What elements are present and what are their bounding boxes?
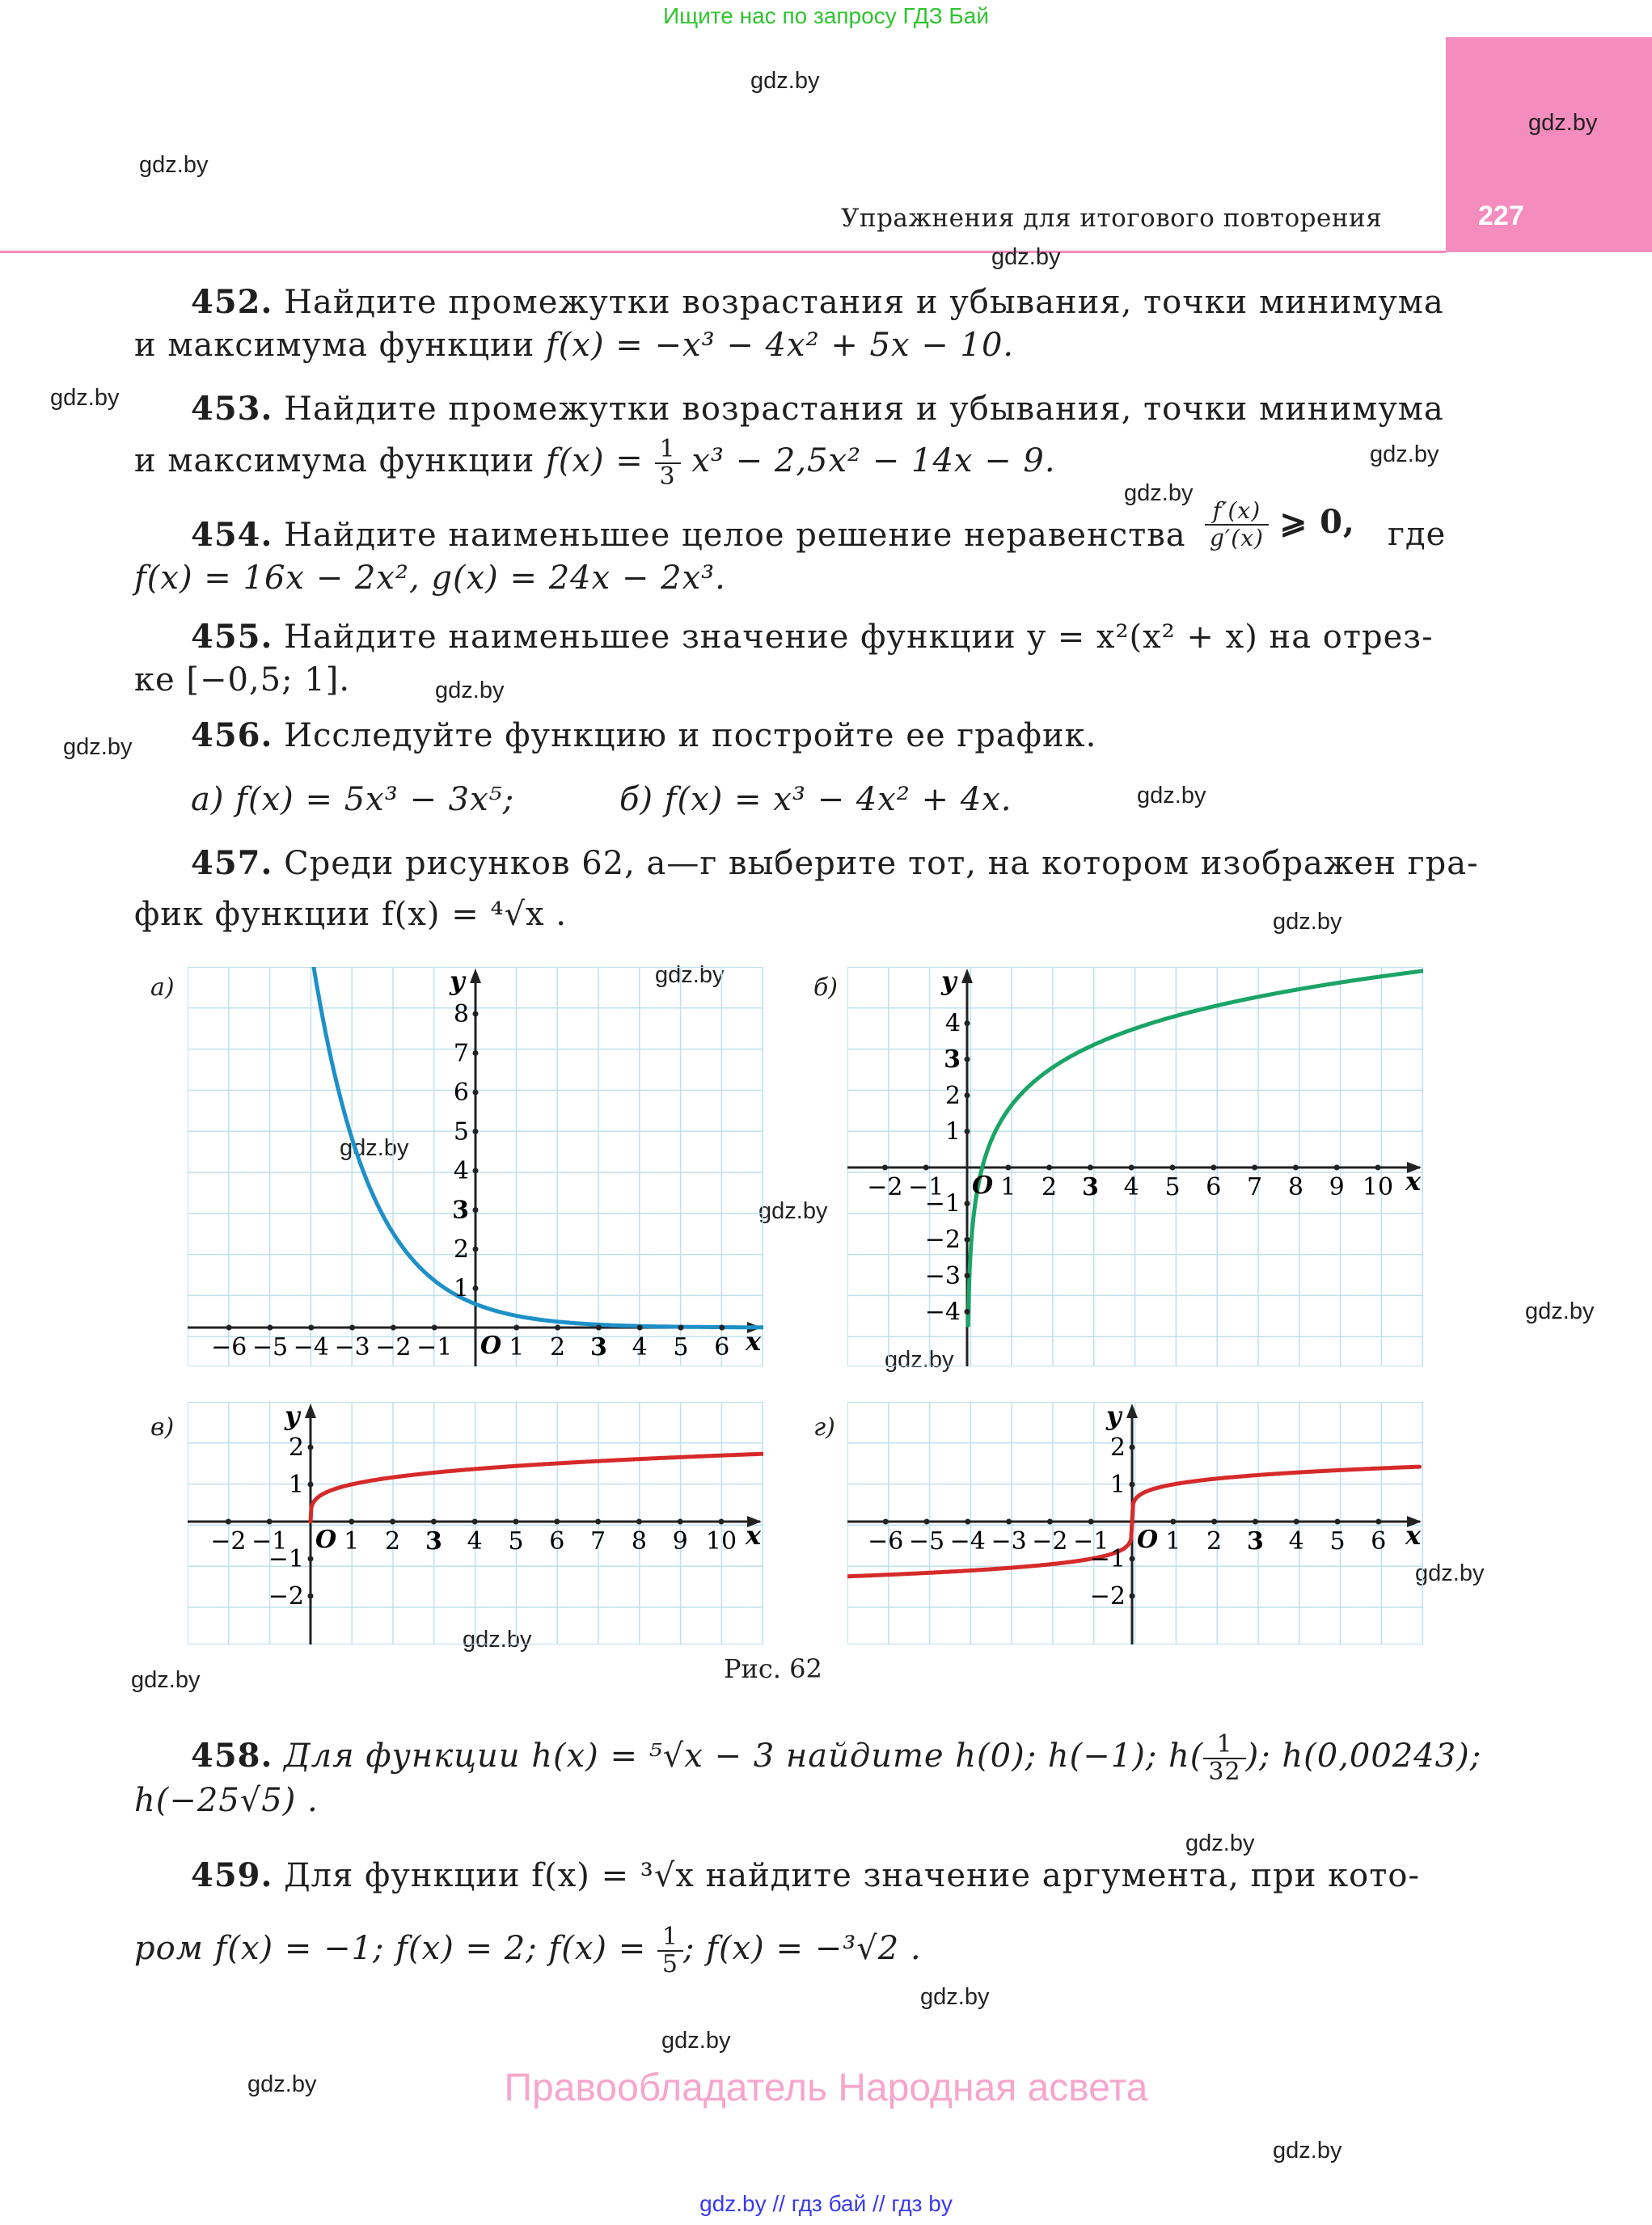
y-tick-dot [1130, 1594, 1135, 1599]
header-rule [0, 251, 1446, 253]
x-tick-dot [923, 1165, 929, 1171]
x-tick-dot [1006, 1519, 1012, 1525]
graph-panel-b [847, 967, 1423, 1366]
watermark: gdz.by [463, 1627, 532, 1653]
y-tick-dot [965, 1092, 970, 1098]
watermark: gdz.by [1528, 110, 1598, 136]
y-tick-label: 8 [453, 1000, 469, 1028]
problem-text: ром f(x) = −1; f(x) = 2; f(x) = [134, 1930, 657, 1967]
panel-label-b: б) [813, 973, 839, 1002]
problem-458-line2: h(−25√5) . [134, 1782, 319, 1819]
denominator: 3 [659, 462, 676, 491]
x-tick-label: 9 [672, 1527, 688, 1556]
y-tick-dot [473, 1050, 479, 1056]
y-tick-dot [308, 1482, 314, 1488]
x-tick-dot [226, 1325, 232, 1331]
x-tick-dot [883, 1519, 889, 1525]
x-tick-label: −4 [293, 1333, 329, 1362]
y-tick-dot [308, 1445, 314, 1450]
x-tick-dot [965, 1519, 970, 1525]
x-tick-label: 6 [714, 1333, 730, 1362]
problem-455-line2: ке [−0,5; 1]. [134, 661, 351, 699]
problem-459-line1 [191, 1856, 1420, 1894]
x-tick-label: 2 [1206, 1527, 1223, 1556]
problem-455-line1 [191, 618, 1434, 656]
x-tick-dot [882, 1165, 888, 1171]
y-tick-dot [473, 1090, 479, 1096]
problem-454-line2: f(x) = 16x − 2x², g(x) = 24x − 2x³. [134, 559, 726, 597]
watermark: gdz.by [1124, 480, 1194, 506]
x-tick-dot [390, 1519, 395, 1525]
x-tick-dot [596, 1325, 602, 1331]
x-tick-label: −5 [908, 1527, 945, 1556]
y-axis-arrow-icon [470, 969, 481, 983]
y-tick-label: 6 [453, 1079, 469, 1107]
watermark: gdz.by [750, 68, 820, 94]
fraction [1205, 498, 1269, 551]
x-tick-label: 5 [673, 1333, 689, 1362]
y-tick-dot [965, 1273, 970, 1278]
x-tick-label: −6 [868, 1527, 904, 1556]
formula: f(x) = −x³ − 4x² + 5x − 10. [545, 327, 1015, 364]
watermark: gdz.by [63, 734, 133, 760]
formula: f(x) = [545, 442, 655, 479]
copyright-notice: Правообладатель Народная асвета [504, 2067, 1148, 2109]
problem-number: 455. [191, 618, 273, 656]
x-tick-dot [349, 1519, 354, 1525]
x-tick-dot [1005, 1165, 1011, 1171]
watermark: gdz.by [758, 1198, 828, 1224]
problem-457-line2: фик функции f(x) = ⁴√x . [134, 896, 567, 933]
page-number: 227 [1478, 201, 1524, 231]
problem-text: Среди рисунков 62, а—г выберите тот, на котором изображен гра- [284, 845, 1479, 882]
x-tick-dot [1047, 1519, 1053, 1525]
x-tick-label: −4 [949, 1527, 986, 1556]
problem-number: 453. [191, 390, 273, 428]
x-tick-label: 4 [632, 1333, 648, 1362]
panel-label-v: в) [150, 1413, 175, 1442]
x-tick-dot [1334, 1165, 1340, 1171]
x-tick-dot [226, 1519, 231, 1525]
y-axis-label: y [1106, 1402, 1122, 1431]
x-tick-label: 7 [590, 1527, 606, 1556]
watermark: gdz.by [50, 385, 120, 411]
x-tick-label: 5 [508, 1527, 524, 1556]
watermark: gdz.by [1525, 1298, 1595, 1324]
origin-label: O [480, 1332, 502, 1360]
y-axis-label: y [285, 1402, 300, 1431]
footer-links[interactable]: gdz.by // гдз бай // гдз by [699, 2191, 953, 2216]
problem-text: Найдите наименьшее целое решение неравенства [284, 517, 1186, 554]
x-tick-label: 1 [1000, 1173, 1016, 1201]
y-tick-label: 2 [453, 1235, 469, 1264]
y-tick-label: 2 [944, 1081, 961, 1110]
x-tick-dot [1088, 1165, 1093, 1171]
numerator: 1 [657, 1924, 683, 1952]
y-tick-label: 1 [453, 1274, 469, 1303]
x-tick-label: 6 [1371, 1527, 1387, 1556]
y-tick-dot [965, 1020, 970, 1026]
y-tick-dot [473, 1129, 479, 1134]
y-tick-label: 4 [944, 1009, 961, 1038]
x-tick-label: −2 [867, 1173, 903, 1201]
y-tick-label: 1 [1109, 1471, 1126, 1499]
y-axis-arrow-icon [1126, 1404, 1138, 1418]
y-tick-dot [965, 1237, 970, 1243]
y-tick-label: 5 [453, 1117, 469, 1146]
x-tick-dot [1293, 1165, 1299, 1171]
x-tick-dot [1375, 1165, 1381, 1171]
problem-number: 452. [191, 283, 273, 321]
panel-label-a: а) [150, 973, 175, 1002]
watermark: gdz.by [131, 1667, 201, 1693]
y-tick-dot [1130, 1445, 1135, 1450]
fraction [1203, 1732, 1245, 1785]
watermark: gdz.by [991, 244, 1061, 270]
y-tick-label: −2 [1089, 1582, 1126, 1611]
problem-459-line2 [134, 1924, 922, 1978]
x-tick-dot [308, 1325, 314, 1331]
x-tick-dot [431, 1519, 437, 1525]
x-tick-dot [513, 1325, 519, 1331]
y-tick-dot [965, 1201, 970, 1206]
x-tick-label: 1 [509, 1333, 525, 1362]
panel-label-g: г) [813, 1413, 835, 1442]
y-tick-label: −4 [924, 1298, 961, 1327]
x-tick-label: −5 [251, 1333, 289, 1362]
problem-452-line1 [191, 283, 1444, 321]
problem-457-line1 [191, 844, 1479, 882]
x-tick-label: 3 [425, 1527, 442, 1556]
x-tick-dot [1211, 1519, 1217, 1525]
problem-number: 456. [191, 716, 273, 754]
x-tick-dot [678, 1519, 683, 1525]
x-tick-label: 9 [1329, 1173, 1345, 1201]
denominator: 5 [661, 1950, 679, 1978]
x-tick-label: 1 [1165, 1527, 1181, 1556]
y-tick-label: 1 [944, 1117, 961, 1146]
graph-panel-a [188, 967, 763, 1366]
watermark: gdz.by [1370, 441, 1439, 467]
graph-panel-v [188, 1402, 763, 1644]
function-curve [311, 1454, 763, 1522]
top-banner[interactable]: Ищите нас по запросу ГДЗ Бай [662, 3, 990, 28]
watermark: gdz.by [1137, 783, 1206, 809]
x-tick-label: −1 [1073, 1527, 1109, 1556]
watermark: gdz.by [435, 678, 505, 703]
x-tick-label: −3 [991, 1527, 1027, 1556]
running-head: Упражнения для итогового повторения [841, 204, 1383, 233]
problem-458-line1 [191, 1732, 1481, 1785]
page-corner-tab [1446, 37, 1652, 252]
x-tick-label: 4 [467, 1527, 483, 1556]
y-tick-dot [473, 1011, 479, 1017]
fraction [655, 437, 681, 490]
figure-caption: Рис. 62 [724, 1653, 822, 1684]
problem-454-inequality [1205, 498, 1355, 551]
y-tick-label: 4 [453, 1157, 469, 1185]
watermark: gdz.by [920, 1984, 990, 2010]
x-tick-label: −1 [908, 1173, 944, 1201]
x-tick-label: 3 [589, 1333, 607, 1362]
problem-text: Найдите наименьшее значение функции y = x²(x² + x) на отрез- [284, 619, 1434, 656]
x-tick-dot [595, 1519, 601, 1525]
x-tick-dot [513, 1519, 519, 1525]
y-tick-dot [1130, 1482, 1135, 1488]
problem-text: Найдите промежутки возрастания и убывания, точки минимума [284, 284, 1444, 321]
watermark: gdz.by [885, 1347, 954, 1373]
y-tick-label: 3 [452, 1196, 469, 1225]
watermark: gdz.by [1415, 1560, 1485, 1586]
x-tick-label: 2 [1041, 1173, 1058, 1201]
denominator: g′(x) [1210, 525, 1264, 551]
x-tick-label: −3 [334, 1333, 370, 1362]
watermark: gdz.by [340, 1135, 409, 1161]
problem-text: Найдите промежутки возрастания и убывания, точки минимума [284, 391, 1444, 428]
watermark: gdz.by [1273, 2138, 1342, 2164]
problem-number: 458. [191, 1737, 273, 1775]
numerator: f′(x) [1205, 498, 1269, 526]
x-tick-dot [267, 1519, 273, 1525]
watermark: gdz.by [247, 2071, 317, 2097]
x-tick-label: 6 [549, 1527, 565, 1556]
x-tick-label: 3 [1081, 1173, 1099, 1201]
y-tick-dot [473, 1247, 479, 1252]
y-tick-dot [473, 1207, 479, 1213]
y-tick-label: 2 [1109, 1433, 1126, 1462]
x-tick-dot [1046, 1165, 1052, 1171]
watermark: gdz.by [139, 152, 209, 178]
formula: x³ − 2,5x² − 14x − 9. [691, 442, 1056, 479]
watermark: gdz.by [655, 962, 725, 988]
x-tick-label: 8 [631, 1527, 647, 1556]
x-tick-label: −1 [416, 1333, 453, 1362]
x-tick-dot [637, 1325, 643, 1331]
x-tick-dot [1129, 1165, 1134, 1171]
problem-456-b: б) f(x) = x³ − 4x² + 4x. [619, 781, 1012, 818]
x-tick-label: 1 [344, 1527, 360, 1556]
y-tick-label: 2 [288, 1433, 304, 1462]
problem-454-where: где [1388, 516, 1447, 553]
graph-panel-g [847, 1402, 1423, 1644]
y-tick-dot [473, 1286, 479, 1291]
x-tick-label: −2 [1032, 1527, 1068, 1556]
y-tick-label: −1 [268, 1545, 304, 1573]
function-curve [968, 970, 1423, 1326]
problem-number: 454. [191, 516, 273, 554]
problem-454-line1 [191, 516, 1186, 554]
x-tick-dot [678, 1325, 684, 1331]
origin-label: O [1137, 1526, 1159, 1554]
problem-text: ); h(0,00243); [1245, 1737, 1482, 1775]
y-tick-label: −2 [924, 1226, 961, 1255]
x-tick-dot [554, 1519, 560, 1525]
x-axis-label: x [746, 1326, 762, 1357]
problem-453-line2 [134, 437, 1056, 490]
problem-text: Исследуйте функцию и постройте ее график. [284, 717, 1097, 754]
problem-text: ; f(x) = −³√2 . [683, 1930, 922, 1967]
problem-text: Для функции h(x) = ⁵√x − 3 найдите h(0); h(−1); h( [284, 1737, 1204, 1775]
y-tick-dot [965, 1129, 970, 1134]
x-tick-label: −6 [211, 1333, 247, 1362]
y-tick-label: 1 [288, 1471, 304, 1499]
problem-text: Для функции f(x) = ³√x найдите значение аргумента, при кото- [284, 1857, 1420, 1894]
denominator: 32 [1208, 1758, 1241, 1786]
x-tick-label: 3 [1246, 1527, 1264, 1556]
problem-number: 457. [191, 844, 273, 882]
y-tick-label: 7 [453, 1039, 469, 1068]
x-tick-dot [1252, 1165, 1257, 1171]
x-tick-label: 10 [705, 1527, 737, 1556]
x-axis-label: x [1405, 1166, 1422, 1197]
origin-label: O [315, 1526, 337, 1554]
x-tick-label: 5 [1164, 1173, 1181, 1201]
x-tick-label: 8 [1287, 1173, 1303, 1201]
y-tick-label: 3 [944, 1045, 961, 1075]
problem-text: и максимума функции [134, 442, 546, 479]
x-axis-label: x [746, 1520, 762, 1551]
x-tick-dot [636, 1519, 642, 1525]
y-tick-dot [308, 1556, 314, 1562]
x-tick-dot [472, 1519, 478, 1525]
x-tick-dot [1375, 1519, 1381, 1525]
x-tick-label: 5 [1329, 1527, 1346, 1556]
y-axis-arrow-icon [305, 1404, 316, 1418]
x-tick-label: 2 [385, 1527, 401, 1556]
problem-452-line2 [134, 327, 1014, 364]
x-tick-label: 2 [550, 1333, 566, 1362]
x-tick-dot [719, 1519, 725, 1525]
x-tick-dot [268, 1325, 273, 1331]
y-tick-label: −3 [924, 1261, 961, 1290]
x-tick-dot [719, 1325, 725, 1331]
x-tick-label: −1 [251, 1527, 288, 1556]
numerator: 1 [655, 437, 681, 464]
x-tick-label: 10 [1362, 1173, 1394, 1201]
problem-453-line1 [191, 390, 1444, 428]
x-tick-label: −2 [375, 1333, 412, 1362]
x-tick-dot [1170, 1519, 1176, 1525]
fraction [657, 1924, 683, 1978]
x-tick-label: 4 [1288, 1527, 1304, 1556]
y-tick-dot [473, 1168, 479, 1174]
inequality-sign: ⩾ 0, [1279, 503, 1355, 541]
y-tick-label: −1 [1089, 1545, 1126, 1573]
x-axis-label: x [1405, 1520, 1422, 1551]
x-tick-dot [1253, 1519, 1258, 1525]
y-tick-dot [965, 1309, 970, 1315]
y-tick-dot [308, 1594, 314, 1599]
function-curve [310, 967, 763, 1328]
x-tick-dot [1170, 1165, 1176, 1171]
x-tick-dot [1088, 1519, 1094, 1525]
problem-456-a: а) f(x) = 5x³ − 3x⁵; [191, 781, 515, 818]
x-tick-dot [391, 1325, 396, 1331]
problem-number: 459. [191, 1856, 273, 1894]
y-axis-label: y [941, 967, 957, 996]
x-tick-label: 4 [1123, 1173, 1139, 1201]
x-tick-dot [432, 1325, 437, 1331]
watermark: gdz.by [661, 2028, 731, 2054]
y-tick-label: −1 [924, 1189, 961, 1218]
numerator: 1 [1203, 1732, 1245, 1759]
y-tick-dot [1130, 1556, 1135, 1562]
x-tick-dot [555, 1325, 560, 1331]
y-axis-label: y [450, 967, 465, 996]
x-tick-dot [924, 1519, 930, 1525]
problem-text: и максимума функции [134, 327, 546, 364]
x-tick-label: −2 [210, 1527, 247, 1556]
watermark: gdz.by [1185, 1830, 1255, 1856]
x-tick-dot [1294, 1519, 1299, 1525]
y-tick-label: −2 [268, 1582, 304, 1611]
watermark: gdz.by [1273, 909, 1342, 935]
x-tick-label: 6 [1206, 1173, 1222, 1201]
x-tick-dot [1335, 1519, 1341, 1525]
problem-456-line1 [191, 716, 1096, 754]
x-tick-dot [1210, 1165, 1216, 1171]
origin-label: O [972, 1172, 994, 1200]
x-tick-label: 7 [1247, 1173, 1263, 1201]
y-tick-dot [965, 1057, 970, 1062]
x-tick-dot [349, 1325, 355, 1331]
